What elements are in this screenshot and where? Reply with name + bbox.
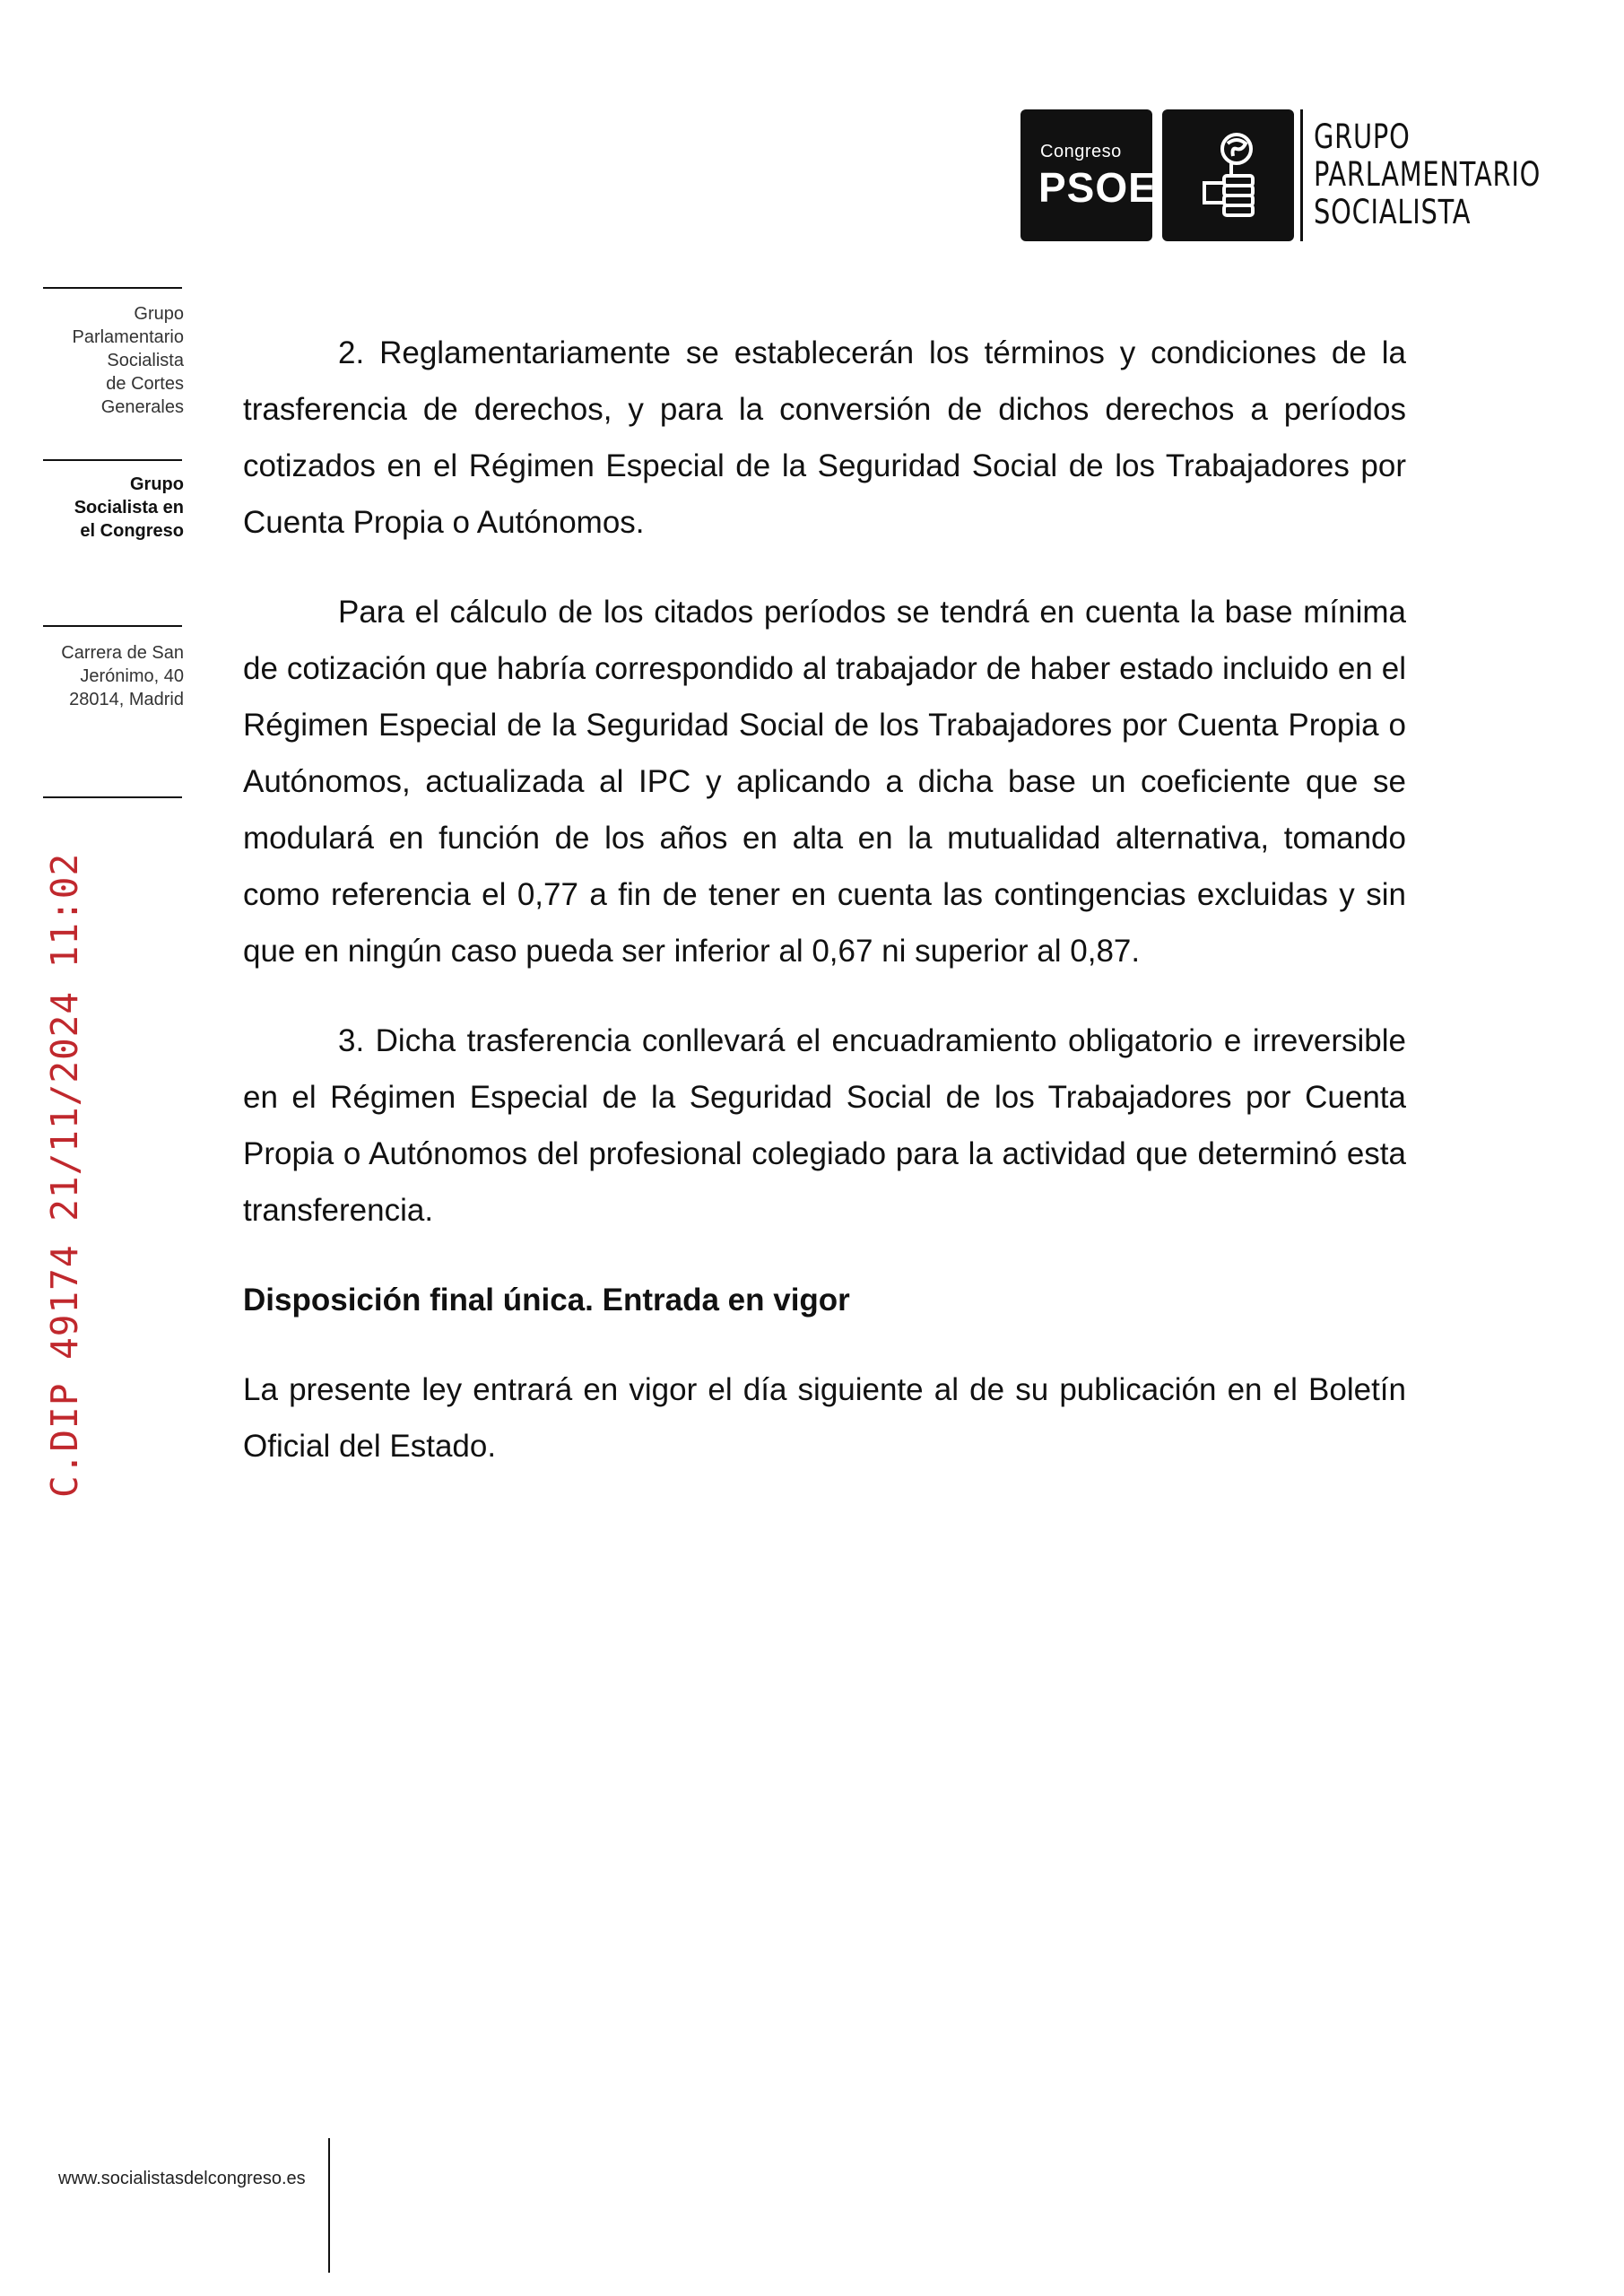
logo-congreso-label: Congreso (1040, 142, 1122, 161)
sidebar-line: de Cortes (106, 374, 184, 394)
group-title-line: SOCIALISTA (1314, 193, 1472, 231)
fist-rose-logo (1162, 109, 1294, 241)
sidebar-line: Generales (100, 397, 184, 417)
footer-website: www.socialistasdelcongreso.es (58, 2169, 306, 2188)
sidebar-divider (43, 287, 182, 289)
sidebar-divider (43, 625, 182, 627)
sidebar-divider (43, 459, 182, 461)
sidebar-address (61, 641, 184, 711)
group-title (1314, 117, 1541, 231)
sidebar-line: el Congreso (80, 521, 184, 541)
section-heading: Disposición final única. Entrada en vigor (243, 1283, 850, 1318)
address-line: 28014, Madrid (69, 690, 184, 709)
paragraph-3: 3. Dicha trasferencia conllevará el encuadramiento obligatorio e irreversible en el Régimen Especial de la Seguridad Social de los Trabajadores por Cuenta Propia o Autónomos del profesional colegiado para la actividad que determinó esta transferencia. (243, 1023, 1406, 1228)
address-line: Jerónimo, 40 (80, 666, 184, 686)
sidebar-group-cortes (72, 302, 184, 419)
sidebar-line: Parlamentario (72, 327, 184, 347)
document-body (243, 325, 1406, 1474)
sidebar-line: Grupo (134, 304, 184, 324)
logo-divider (1300, 109, 1303, 241)
sidebar-line: Grupo (130, 474, 184, 494)
sidebar-group-congreso (74, 473, 184, 543)
fist-and-rose-icon (1192, 129, 1265, 222)
sidebar-line: Socialista en (74, 498, 184, 517)
address-line: Carrera de San (61, 643, 184, 663)
registration-stamp: C.DIP 49174 21/11/2024 11:02 (43, 852, 86, 1498)
paragraph-final: La presente ley entrará en vigor el día siguiente al de su publicación en el Boletín Oficial del Estado. (243, 1372, 1406, 1464)
footer-divider (328, 2138, 330, 2273)
paragraph-2: 2. Reglamentariamente se establecerán los términos y condiciones de la trasferencia de derechos, y para la conversión de dichos derechos a períodos cotizados en el Régimen Especial de la Seguridad Social de los Trabajadores por Cuenta Propia o Autónomos. (243, 335, 1406, 540)
psoe-congreso-logo (1020, 109, 1157, 241)
sidebar-line: Socialista (107, 351, 184, 370)
group-title-line: PARLAMENTARIO (1314, 155, 1541, 194)
paragraph-calculation: Para el cálculo de los citados períodos se tendrá en cuenta la base mínima de cotización que habría correspondido al trabajador de haber estado incluido en el Régimen Especial de la Seguridad Social de los Trabajadores por Cuenta Propia o Autónomos, actualizada al IPC y aplicando a dicha base un coeficiente que se modulará en función de los años en alta en la mutualidad alternativa, tomando como referencia el 0,77 a fin de tener en cuenta las contingencias excluidas y sin que en ningún caso pueda ser inferior al 0,67 ni superior al 0,87. (243, 595, 1406, 969)
logo-psoe-label: PSOE (1038, 164, 1157, 211)
sidebar-divider (43, 796, 182, 798)
group-title-line: GRUPO (1314, 117, 1411, 156)
